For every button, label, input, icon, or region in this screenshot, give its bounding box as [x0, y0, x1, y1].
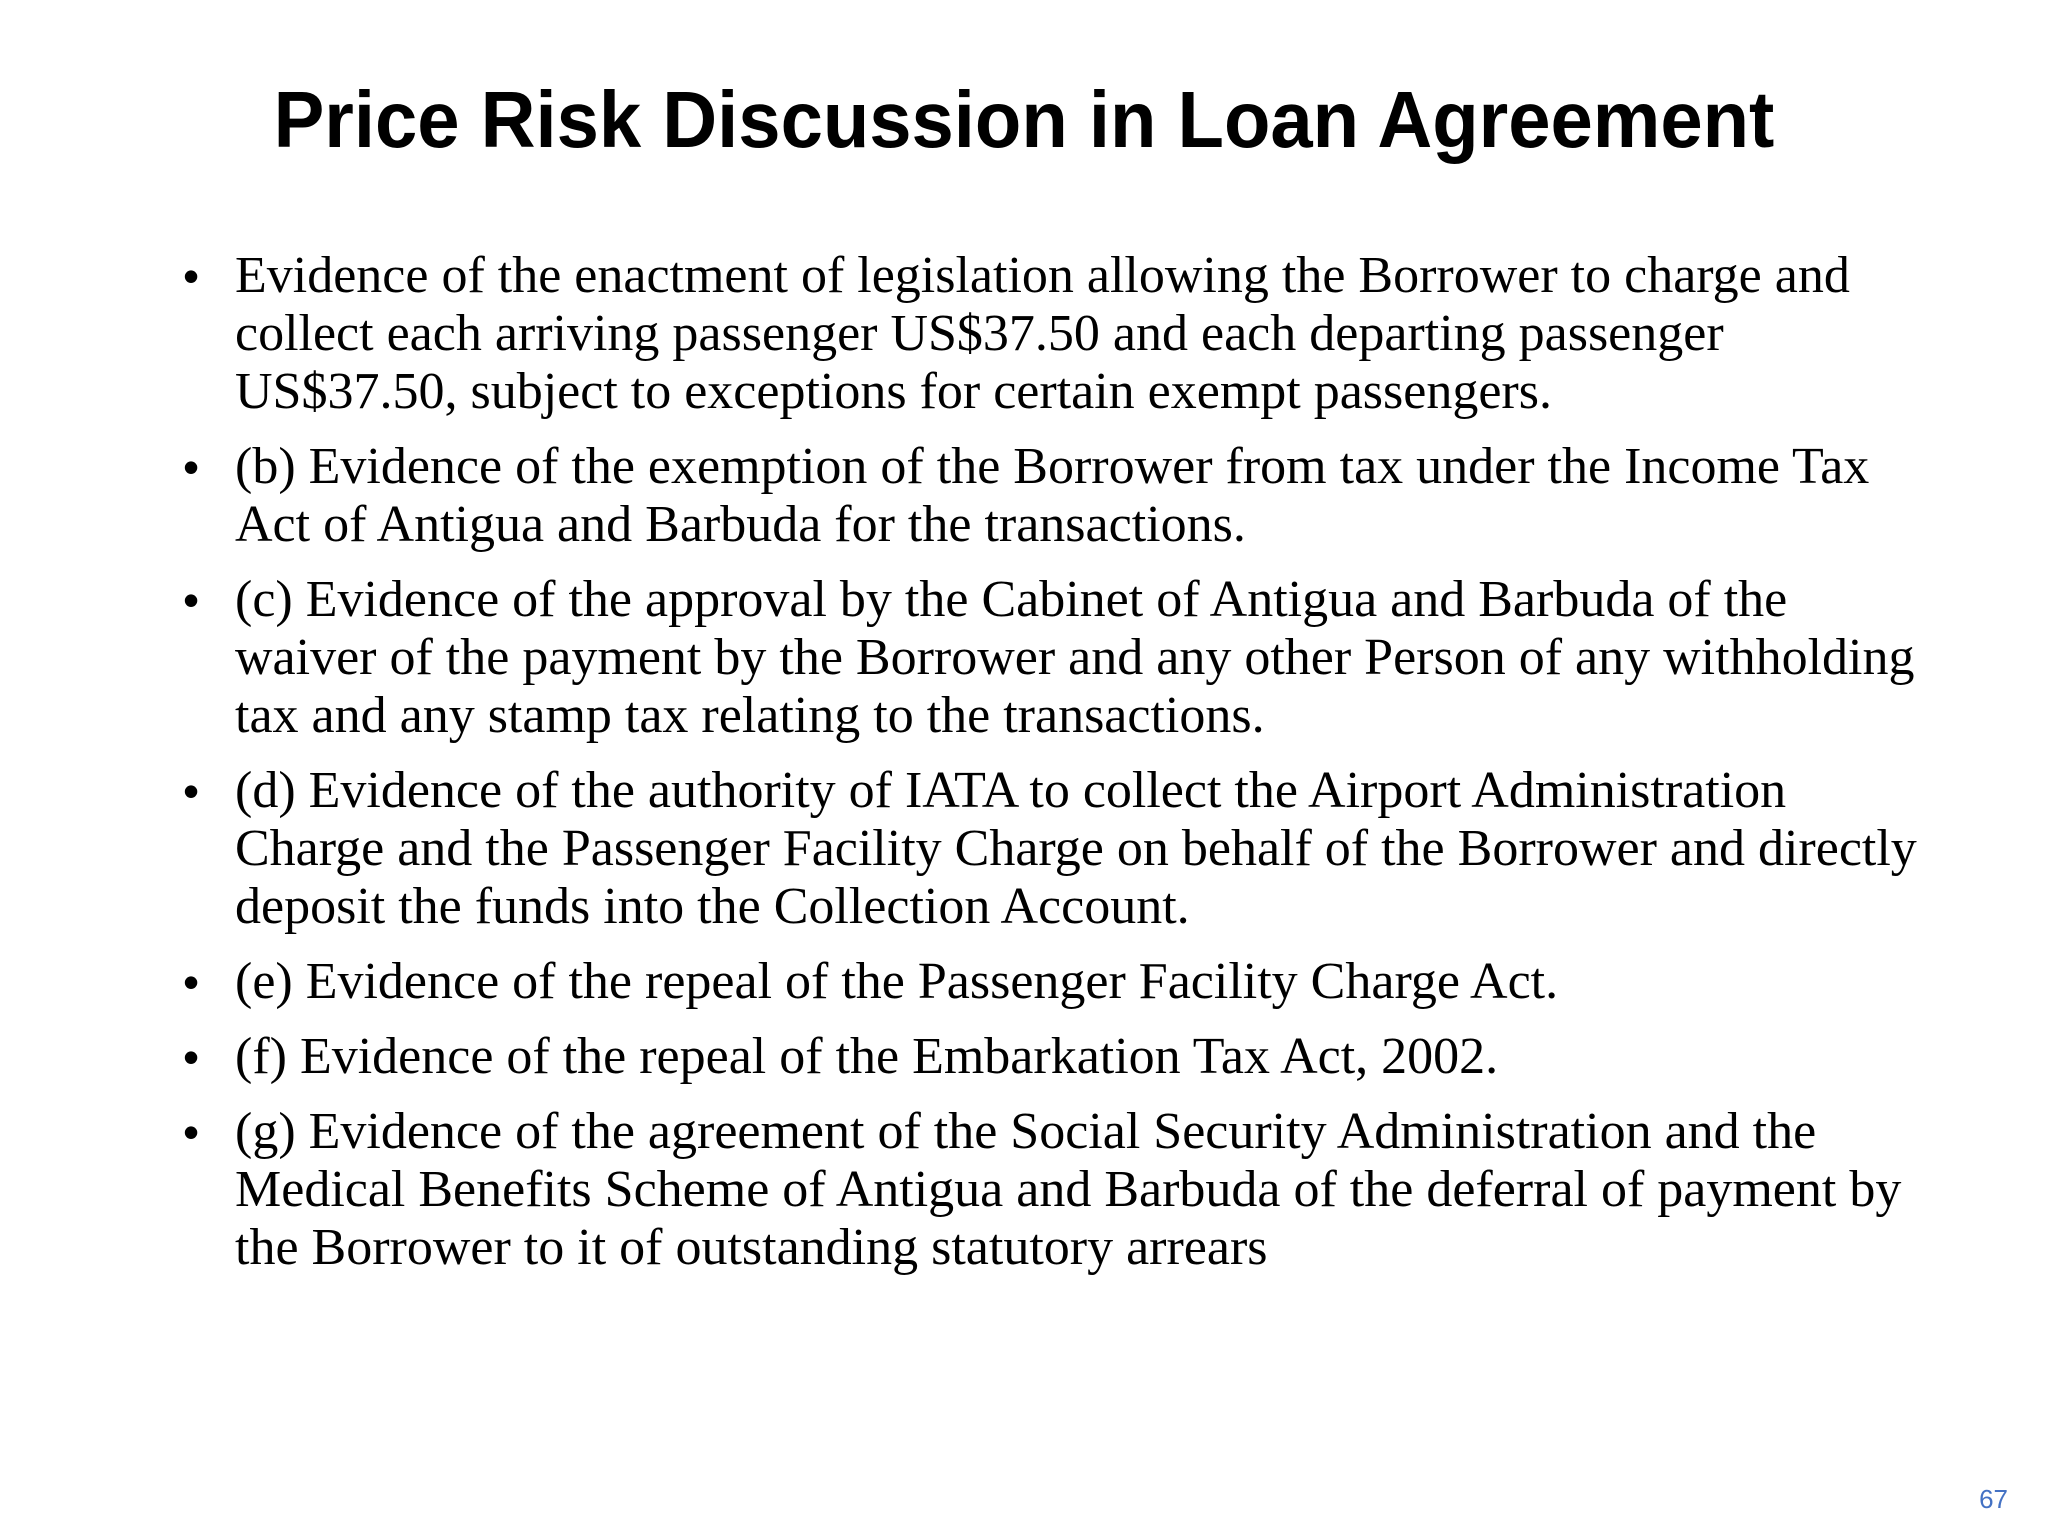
- bullet-icon: •: [183, 574, 200, 626]
- bullet-text: (b) Evidence of the exemption of the Borrower from tax under the Income Tax Act of Antigua and Barbuda for the transactions.: [235, 438, 1870, 553]
- slide-title: Price Risk Discussion in Loan Agreement: [273, 75, 1775, 164]
- bullet-icon: •: [183, 441, 200, 493]
- bullet-icon: •: [183, 1106, 200, 1158]
- bullet-icon: •: [183, 765, 200, 817]
- bullet-item: [183, 247, 1923, 421]
- bullet-icon: •: [183, 1031, 200, 1083]
- bullet-item: [183, 1028, 1923, 1086]
- bullet-item: [183, 1103, 1923, 1277]
- bullet-text: (f) Evidence of the repeal of the Embarkation Tax Act, 2002.: [235, 1028, 1499, 1085]
- bullet-text: (g) Evidence of the agreement of the Social Security Administration and the Medical Benefits Scheme of Antigua and Barbuda of the deferral of payment by the Borrower to it of outstanding statutory arrears: [235, 1103, 1902, 1276]
- bullet-text: (e) Evidence of the repeal of the Passenger Facility Charge Act.: [235, 953, 1559, 1010]
- bullet-icon: •: [183, 956, 200, 1008]
- bullet-icon: •: [183, 250, 200, 302]
- bullet-text: (c) Evidence of the approval by the Cabinet of Antigua and Barbuda of the waiver of the payment by the Borrower and any other Person of any withholding tax and any stamp tax relating to the transactions.: [235, 571, 1915, 744]
- page-number: 67: [1979, 1484, 2008, 1514]
- bullet-item: [183, 762, 1923, 936]
- bullet-item: [183, 571, 1923, 745]
- bullet-text: (d) Evidence of the authority of IATA to collect the Airport Administration Charge and the Passenger Facility Charge on behalf of the Borrower and directly deposit the funds into the Collection Account.: [235, 762, 1917, 935]
- bullet-item: [183, 438, 1923, 554]
- bullet-item: [183, 953, 1923, 1011]
- bullet-list: [183, 247, 1923, 1294]
- bullet-text: Evidence of the enactment of legislation allowing the Borrower to charge and collect each arriving passenger US$37.50 and each departing passenger US$37.50, subject to exceptions for certain exempt passengers.: [235, 247, 1850, 420]
